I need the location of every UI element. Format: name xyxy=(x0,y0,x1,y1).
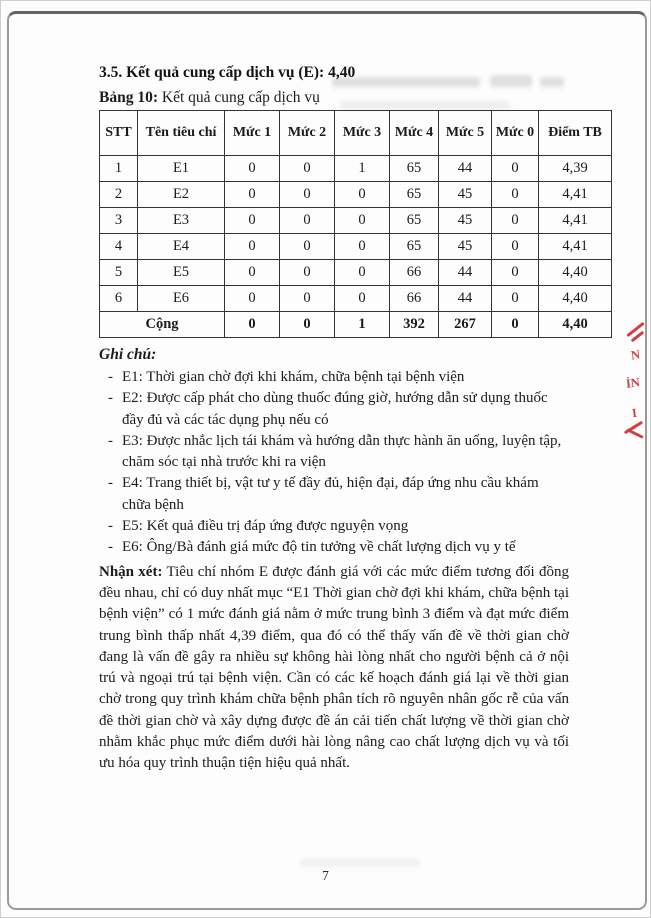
col-header-diem-tb: Điểm TB xyxy=(539,111,612,156)
table-cell: 65 xyxy=(390,208,439,234)
stamp-text-fragment: ỈN xyxy=(625,375,641,391)
table-cell: 44 xyxy=(439,156,492,182)
list-item xyxy=(99,537,569,558)
page-content xyxy=(99,64,611,775)
table-cell: 45 xyxy=(439,234,492,260)
table-cell: E4 xyxy=(138,234,225,260)
table-cell: E3 xyxy=(138,208,225,234)
note-text: E1: Thời gian chờ đợi khi khám, chữa bệnh tại bệnh viện xyxy=(122,369,465,385)
note-text: E5: Kết quả điều trị đáp ứng được nguyện vọng xyxy=(122,518,409,535)
col-header-muc-4: Mức 4 xyxy=(390,111,439,156)
table-cell: 0 xyxy=(225,312,280,338)
comment-paragraph xyxy=(99,562,569,775)
table-cell: 4,41 xyxy=(539,208,612,234)
comment-text: Tiêu chí nhóm E được đánh giá với các mức điểm tương đối đồng đều nhau, chỉ có duy nhất mục “E1 Thời gian chờ đợi khi khám, chữa bệnh tại bệnh viện” có 1 mức đánh giá nằm ở mức trung bình 3 điểm và đạt mức điểm trung bình thấp nhất 4,39 điểm, qua đó có thể thấy vấn đề về thời gian chờ đang là vấn đề gây ra nhiều sự không hài lòng nhất cho người bệnh cả ở nội trú và ngoại trú tại bệnh viện. Cần có các kế hoạch đánh giá lại về thời gian chờ trong quy trình khám chữa bệnh phân tích rõ nguyên nhân gốc rễ của vấn đề thời gian chờ và xây dựng được đề án cải tiến chất lượng về thời gian chờ nhằm khắc phục mức điểm dưới hài lòng nâng cao chất lượng dịch vụ và tối ưu hóa quy trình thuận tiện hiệu quả nhất. xyxy=(99,563,570,772)
table-caption-label: Bảng 10: xyxy=(99,89,158,106)
table-row xyxy=(100,234,612,260)
table-cell: 65 xyxy=(390,156,439,182)
table-total-row xyxy=(100,312,612,338)
table-row xyxy=(100,156,612,182)
table-cell: 3 xyxy=(100,208,138,234)
table-cell: 0 xyxy=(225,182,280,208)
table-cell: 0 xyxy=(492,208,539,234)
list-item xyxy=(99,367,569,388)
table-cell: 45 xyxy=(439,182,492,208)
table-cell: 6 xyxy=(100,286,138,312)
table-cell: 0 xyxy=(280,286,335,312)
table-cell: 0 xyxy=(280,156,335,182)
bullet-dash: - xyxy=(108,518,113,535)
notes-heading: Ghi chú: xyxy=(99,346,157,363)
table-cell: 0 xyxy=(225,156,280,182)
table-cell: 0 xyxy=(280,260,335,286)
table-cell: 1 xyxy=(335,156,390,182)
table-cell: 4,41 xyxy=(539,182,612,208)
table-cell: 0 xyxy=(492,312,539,338)
table-cell: E5 xyxy=(138,260,225,286)
table-cell: 4,40 xyxy=(539,312,612,338)
list-item xyxy=(99,473,569,516)
table-cell: 0 xyxy=(492,156,539,182)
table-cell: 0 xyxy=(492,234,539,260)
red-stamp-fragment xyxy=(620,320,651,448)
table-cell: 45 xyxy=(439,208,492,234)
table-cell: 1 xyxy=(335,312,390,338)
table-cell: 0 xyxy=(492,182,539,208)
table-cell: 0 xyxy=(335,234,390,260)
table-cell: 65 xyxy=(390,182,439,208)
table-cell: 0 xyxy=(335,260,390,286)
note-text: E3: Được nhắc lịch tái khám và hướng dẫn thực hành ăn uống, luyện tập, chăm sóc tại nhà trước khi ra viện xyxy=(122,432,562,471)
table-cell: 392 xyxy=(390,312,439,338)
stamp-stroke xyxy=(626,428,643,439)
table-cell: E2 xyxy=(138,182,225,208)
table-row xyxy=(100,286,612,312)
table-cell: 0 xyxy=(225,234,280,260)
table-cell: 0 xyxy=(335,286,390,312)
stamp-text-fragment: N xyxy=(630,347,641,363)
table-cell: 4,39 xyxy=(539,156,612,182)
list-item xyxy=(99,431,569,474)
table-cell: 4 xyxy=(100,234,138,260)
table-cell: E1 xyxy=(138,156,225,182)
table-cell: 0 xyxy=(280,208,335,234)
table-cell: 0 xyxy=(280,234,335,260)
list-item xyxy=(99,388,569,431)
table-cell: 2 xyxy=(100,182,138,208)
note-text: E2: Được cấp phát cho dùng thuốc đúng giờ, hướng dẫn sử dụng thuốc đầy đủ và các tác dụng phụ nếu có xyxy=(122,390,548,428)
col-header-muc-5: Mức 5 xyxy=(439,111,492,156)
bullet-dash: - xyxy=(108,539,113,556)
table-cell: 1 xyxy=(100,156,138,182)
table-row xyxy=(100,182,612,208)
note-text: E6: Ông/Bà đánh giá mức độ tin tưởng về chất lượng dịch vụ y tế xyxy=(122,539,516,556)
table-caption-text: Kết quả cung cấp dịch vụ xyxy=(158,89,320,106)
bullet-dash: - xyxy=(108,369,113,385)
note-text: E4: Trang thiết bị, vật tư y tế đầy đủ, hiện đại, đáp ứng nhu cầu khám chữa bệnh xyxy=(122,475,539,513)
table-cell: 0 xyxy=(335,182,390,208)
col-header-muc-2: Mức 2 xyxy=(280,111,335,156)
table-cell: 44 xyxy=(439,260,492,286)
table-cell: 4,40 xyxy=(539,286,612,312)
list-item xyxy=(99,516,569,537)
table-cell: 267 xyxy=(439,312,492,338)
service-results-table xyxy=(99,110,612,338)
col-header-muc-1: Mức 1 xyxy=(225,111,280,156)
section-title: 3.5. Kết quả cung cấp dịch vụ (E): 4,40 xyxy=(99,64,356,81)
table-cell: 0 xyxy=(492,260,539,286)
page-number: 7 xyxy=(322,868,329,883)
table-cell: 66 xyxy=(390,286,439,312)
table-row xyxy=(100,208,612,234)
table-cell: 65 xyxy=(390,234,439,260)
col-header-ten-tieu-chi: Tên tiêu chí xyxy=(138,111,225,156)
bleedthrough-artifact xyxy=(300,856,430,868)
table-row xyxy=(100,260,612,286)
table-cell: 4,41 xyxy=(539,234,612,260)
table-cell: 0 xyxy=(225,260,280,286)
table-cell: 0 xyxy=(225,208,280,234)
table-cell: E6 xyxy=(138,286,225,312)
table-cell: 4,40 xyxy=(539,260,612,286)
bullet-dash: - xyxy=(108,475,113,492)
col-header-muc-3: Mức 3 xyxy=(335,111,390,156)
table-cell: 5 xyxy=(100,260,138,286)
table-cell: 0 xyxy=(492,286,539,312)
table-header-row xyxy=(100,111,612,156)
table-cell: 66 xyxy=(390,260,439,286)
col-header-muc-0: Mức 0 xyxy=(492,111,539,156)
stamp-text-fragment: I xyxy=(631,405,638,421)
bullet-dash: - xyxy=(108,432,113,449)
col-header-stt: STT xyxy=(100,111,138,156)
table-cell: 0 xyxy=(280,312,335,338)
table-cell: 0 xyxy=(280,182,335,208)
bullet-dash: - xyxy=(108,390,113,407)
table-cell: 0 xyxy=(335,208,390,234)
table-cell: 0 xyxy=(225,286,280,312)
table-caption xyxy=(99,89,611,107)
table-cell: 44 xyxy=(439,286,492,312)
comment-label: Nhận xét: xyxy=(99,563,163,580)
total-label: Cộng xyxy=(100,312,225,338)
